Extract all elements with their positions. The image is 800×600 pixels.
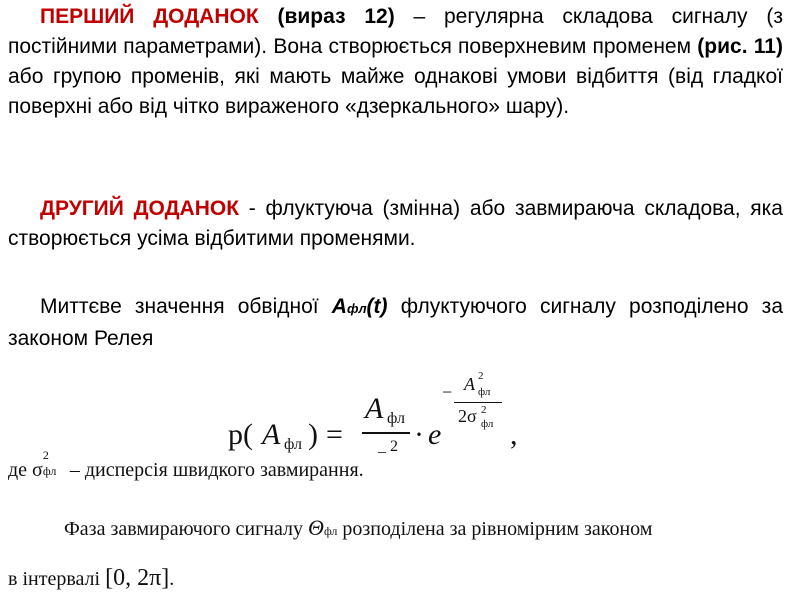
phase-line-1 <box>64 515 652 541</box>
fig-close: ) <box>775 35 783 58</box>
formula-exp-num-sub: фл <box>478 386 491 398</box>
formula-exp-minus: − <box>442 382 453 402</box>
envelope-text-1: Миттєве значення обвідної <box>40 295 332 318</box>
formula-lhs-A: A <box>262 418 281 451</box>
formula-exp-den-sub: фл <box>481 418 494 430</box>
formula-lhs-sub: фл <box>284 436 302 453</box>
first-term-text-1: – регулярна складова сигналу (з постійними параметрами). Вона створюється поверхневим променем <box>8 5 783 58</box>
phase-end: . <box>169 568 175 590</box>
paragraph-envelope <box>8 292 783 354</box>
formula-dot: · <box>414 418 424 451</box>
phase-text-2: розподілена за рівномірним законом <box>337 518 653 540</box>
formula-num-sub: фл <box>387 410 405 427</box>
note-sigma-sup: 2 <box>42 448 49 462</box>
envelope-var-main: А <box>331 295 347 318</box>
envelope-var-sub: фл <box>346 301 367 316</box>
phase-line-2 <box>8 565 174 592</box>
rayleigh-formula <box>228 368 548 468</box>
note-text-2: – дисперсія швидкого завмирання. <box>64 459 364 481</box>
ref-close: ) <box>387 5 395 28</box>
formula-exp-den: 2σ <box>458 406 477 426</box>
phase-theta: Θ <box>308 515 324 540</box>
first-term-label: ПЕРШИЙ ДОДАНОК <box>40 5 259 28</box>
phase-text-1: Фаза завмираючого сигналу <box>64 518 309 540</box>
figure-ref: рис. 11 <box>704 35 776 58</box>
envelope-var-arg: (t) <box>366 295 388 318</box>
formula-e: e <box>428 418 442 451</box>
dispersion-note <box>8 448 364 482</box>
fig-open: ( <box>697 35 705 58</box>
phase-theta-sub: фл <box>323 524 338 538</box>
formula-exp-num-A: A <box>464 374 475 394</box>
phase-interval: [0, 2π] <box>105 565 170 591</box>
formula-lhs-close: ) <box>308 418 318 451</box>
envelope-text-2: флуктуючого сигналу розподілено за законом Релея <box>8 295 783 350</box>
formula-lhs-p: p( <box>228 418 253 451</box>
phase-text-3: в інтервалі <box>8 568 106 590</box>
first-term-text-2: або групою променів, які мають майже однакові умови відбиття (від гладкої поверхні або від чітко вираженого «дзеркального» шару). <box>8 65 783 118</box>
ref-open: ( <box>277 5 285 28</box>
formula-exp-num-sup: 2 <box>478 370 484 382</box>
second-term-text: - флуктуюча (змінна) або завмираюча складова, яка створюється усіма відбитими променями. <box>8 197 783 250</box>
second-term-label: ДРУГИЙ ДОДАНОК <box>40 197 240 220</box>
formula-fraction-bar <box>362 432 410 434</box>
formula-exp-fraction-bar <box>454 402 502 403</box>
envelope-variable <box>332 295 388 318</box>
paragraph-first-term <box>8 2 783 122</box>
formula-num-A: A <box>365 392 384 425</box>
formula-denominator: _ 2 <box>378 438 398 455</box>
note-text-1: де σ <box>8 459 43 481</box>
note-sigma-sub: фл <box>42 464 57 478</box>
formula-comma: , <box>510 418 518 451</box>
paragraph-second-term <box>8 194 783 254</box>
formula-exp-den-sup: 2 <box>481 404 487 416</box>
expression-ref: вираз 12 <box>284 5 388 28</box>
formula-equals: = <box>326 418 343 451</box>
